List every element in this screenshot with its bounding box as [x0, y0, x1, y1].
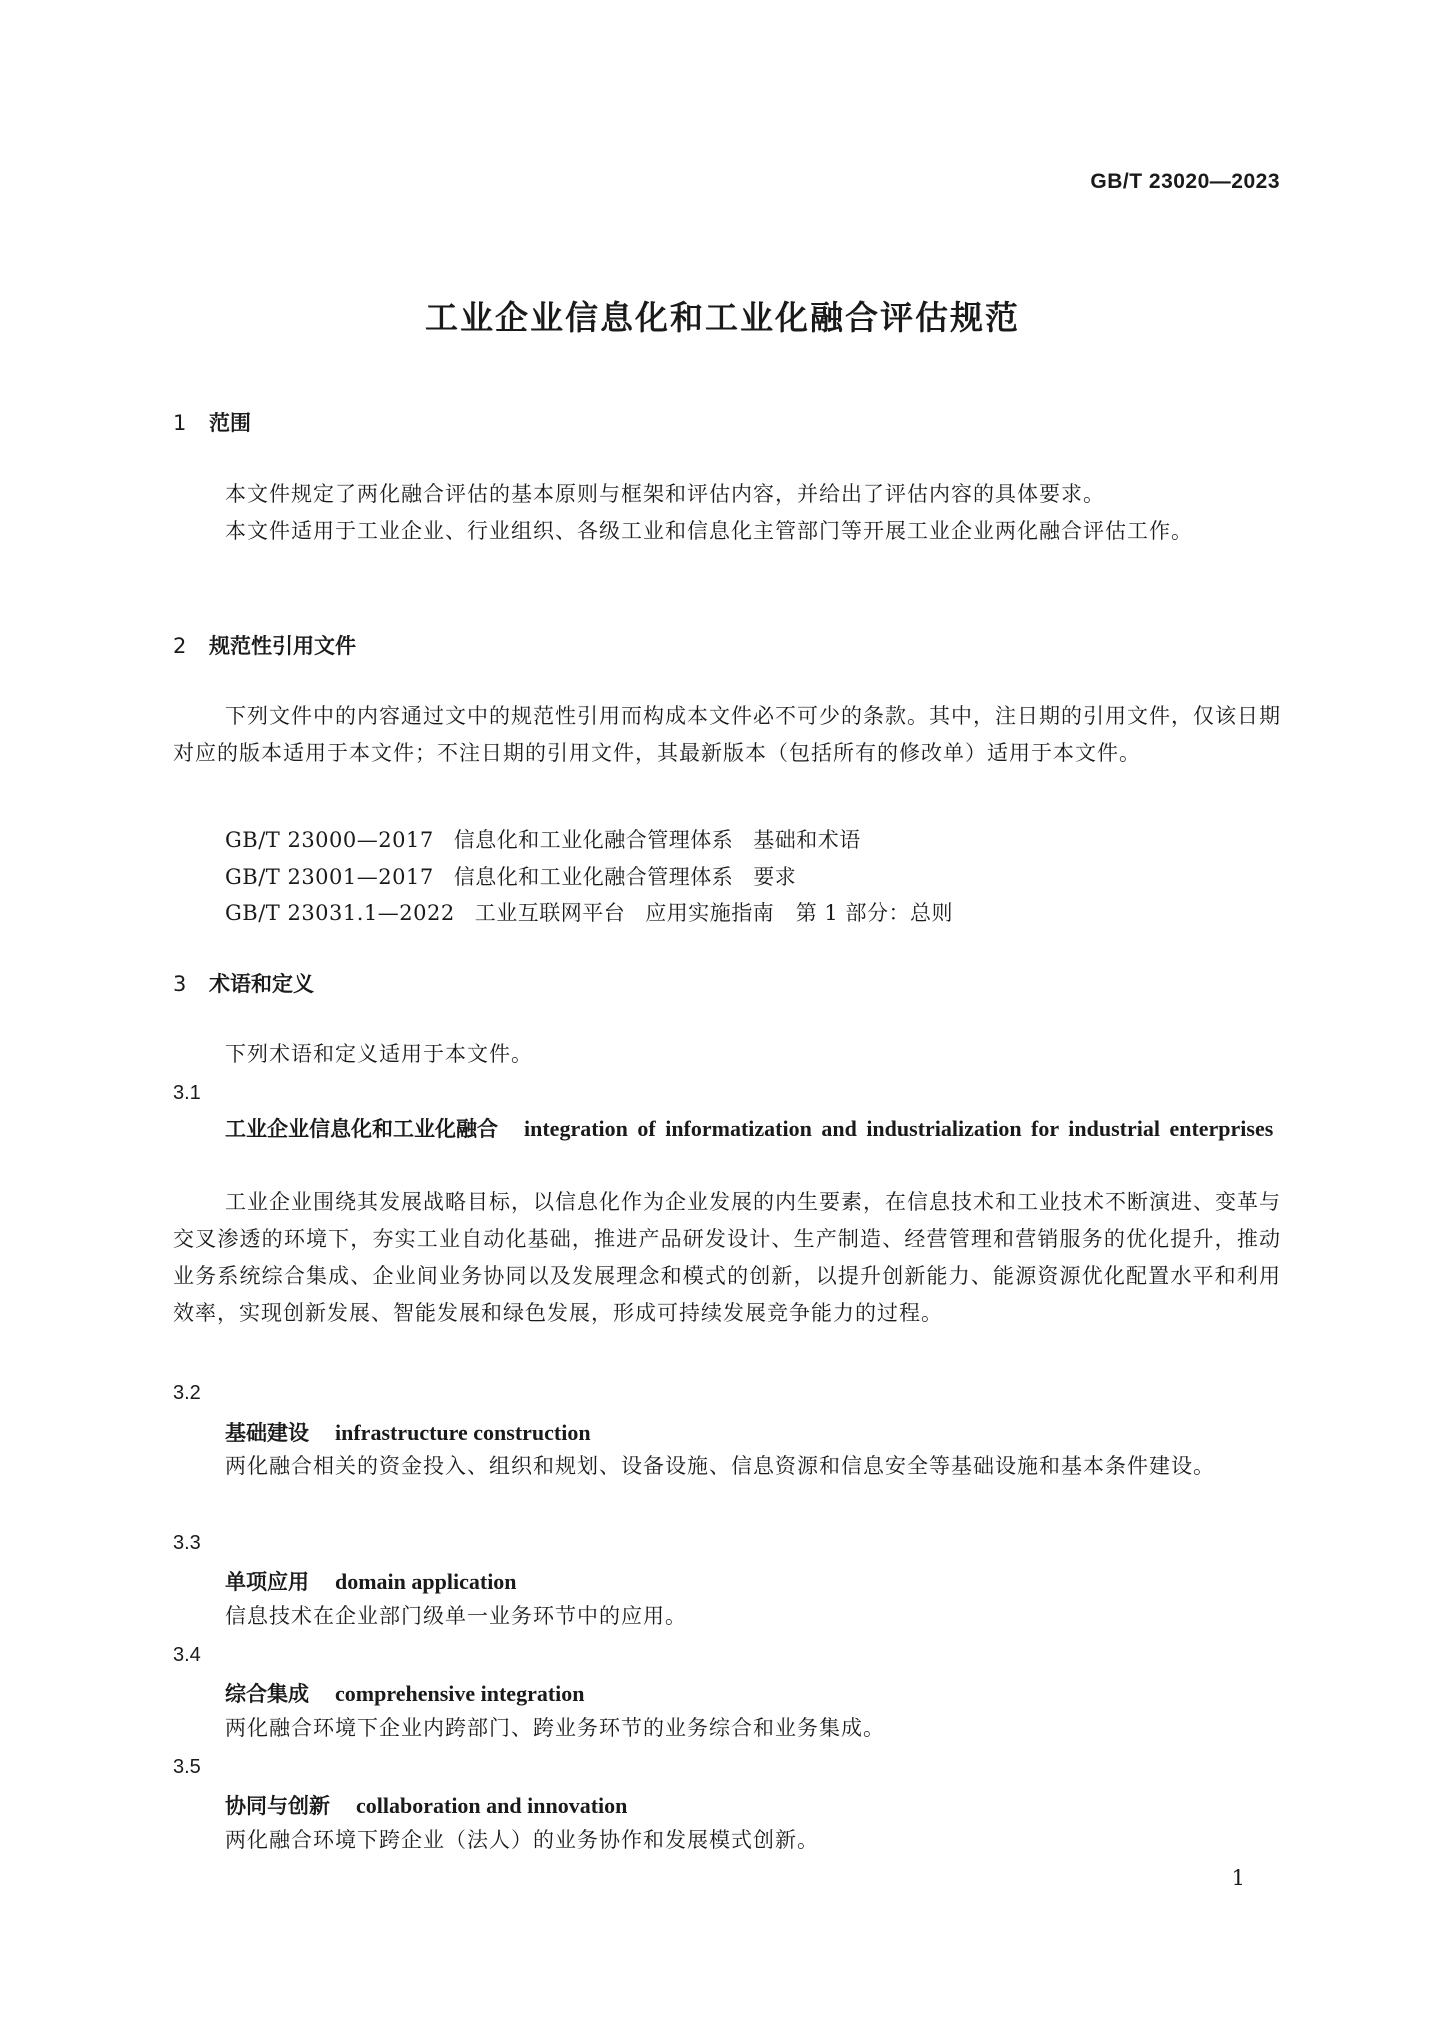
- reference-subtitle: 基础和术语: [753, 828, 861, 852]
- section-number: 3: [173, 972, 187, 996]
- term-chinese: 基础建设: [225, 1421, 309, 1445]
- term-heading: [225, 1566, 517, 1596]
- term-definition: 两化融合环境下跨企业（法人）的业务协作和发展模式创新。: [225, 1828, 819, 1852]
- term-english: integration of informatization and industrialization for industrial enterprises: [524, 1116, 1274, 1141]
- scope-paragraph-1: 本文件规定了两化融合评估的基本原则与框架和评估内容，并给出了评估内容的具体要求。: [225, 482, 1105, 506]
- section-title: 术语和定义: [209, 972, 314, 996]
- term-definition: 两化融合环境下企业内跨部门、跨业务环节的业务综合和业务集成。: [225, 1716, 885, 1740]
- term-number: 3.5: [173, 1756, 201, 1778]
- section-heading-normative-refs: [173, 630, 356, 660]
- section-heading-scope: [173, 407, 251, 437]
- term-english: domain application: [335, 1569, 517, 1594]
- term-heading: [225, 1417, 591, 1447]
- term-definition: 信息技术在企业部门级单一业务环节中的应用。: [225, 1604, 687, 1628]
- term-number: 3.2: [173, 1382, 201, 1404]
- reference-code: GB/T 23031.1—2022: [225, 901, 455, 925]
- reference-title: 信息化和工业化融合管理体系: [453, 865, 734, 889]
- page-number: 1: [1231, 1866, 1245, 1890]
- term-heading: [225, 1790, 627, 1820]
- term-chinese: 综合集成: [225, 1682, 309, 1706]
- section-heading-terms: [173, 968, 314, 998]
- reference-title: 信息化和工业化融合管理体系: [453, 828, 734, 852]
- term-definition: 两化融合相关的资金投入、组织和规划、设备设施、信息资源和信息安全等基础设施和基本条件建设。: [225, 1454, 1215, 1478]
- reference-item: [225, 861, 816, 891]
- reference-code: GB/T 23000—2017: [225, 828, 434, 852]
- scope-paragraph-2: 本文件适用于工业企业、行业组织、各级工业和信息化主管部门等开展工业企业两化融合评估工作。: [225, 519, 1193, 543]
- section-number: 1: [173, 411, 187, 435]
- term-chinese: 单项应用: [225, 1570, 309, 1594]
- reference-title: 工业互联网平台: [474, 901, 626, 925]
- normative-refs-paragraph: 下列文件中的内容通过文中的规范性引用而构成本文件必不可少的条款。其中，注日期的引用文件，仅该日期对应的版本适用于本文件；不注日期的引用文件，其最新版本（包括所有的修改单）适用于本文件。: [173, 704, 1281, 765]
- term-heading: [225, 1678, 585, 1708]
- reference-subtitle: 应用实施指南 第 1 部分：总则: [645, 901, 953, 925]
- term-chinese: 协同与创新: [225, 1794, 330, 1818]
- reference-item: [225, 824, 881, 854]
- reference-code: GB/T 23001—2017: [225, 865, 434, 889]
- reference-item: [225, 897, 973, 927]
- section-title: 规范性引用文件: [209, 634, 356, 658]
- standard-code: GB/T 23020—2023: [1090, 170, 1280, 193]
- term-chinese: 工业企业信息化和工业化融合: [225, 1117, 498, 1141]
- term-english: collaboration and innovation: [356, 1793, 628, 1818]
- document-title: 工业企业信息化和工业化融合评估规范: [425, 298, 1020, 337]
- term-english: comprehensive integration: [335, 1681, 585, 1706]
- term-number: 3.3: [173, 1532, 201, 1554]
- section-number: 2: [173, 634, 187, 658]
- reference-subtitle: 要求: [753, 865, 797, 889]
- term-definition: 工业企业围绕其发展战略目标，以信息化作为企业发展的内生要素，在信息技术和工业技术不断演进、变革与交叉渗透的环境下，夯实工业自动化基础，推进产品研发设计、生产制造、经营管理和营销服务的优化提升，推动业务系统综合集成、企业间业务协同以及发展理念和模式的创新，以提升创新能力、能源资源优化配置水平和利用效率，实现创新发展、智能发展和绿色发展，形成可持续发展竞争能力的过程。: [173, 1190, 1281, 1325]
- term-heading: [173, 1110, 1281, 1148]
- terms-intro: 下列术语和定义适用于本文件。: [225, 1042, 533, 1066]
- term-number: 3.1: [173, 1082, 201, 1104]
- term-number: 3.4: [173, 1644, 201, 1666]
- section-title: 范围: [209, 411, 251, 435]
- term-english: infrastructure construction: [335, 1420, 591, 1445]
